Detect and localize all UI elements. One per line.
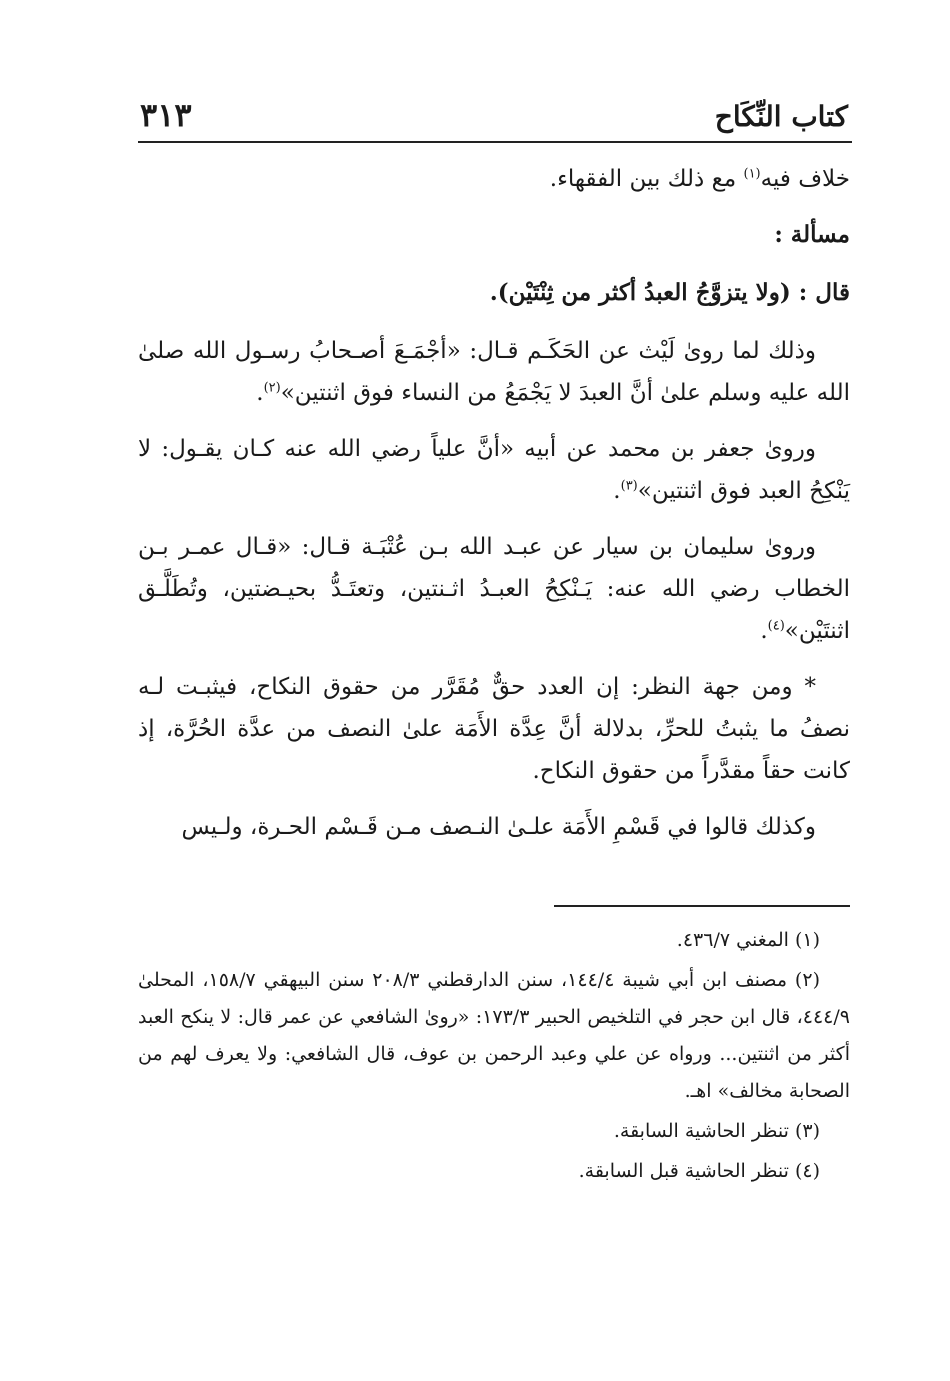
footnote-ref-4[interactable]: (٤) [767, 618, 785, 634]
footnote-ref-2[interactable]: (٢) [263, 380, 281, 396]
footnote-4: (٤) تنظر الحاشية قبل السابقة. [578, 1160, 820, 1182]
paragraph-reasoning: * ومن جهة النظر: إن العدد حقٌّ مُقَرَّر من حقوق النكاح، فيثبـت لـه نصفُ ما يثبتُ للحرِّ، بدلالة أنَّ عِدَّة الأَمَة علىٰ النصف من عدَّة الحُرَّة، إذ كانت حقاً مقدَّراً من حقوق النكاح. [138, 674, 850, 784]
footnote-ref-1[interactable]: (١) [743, 166, 761, 182]
paragraph-jafar: وروىٰ جعفر بن محمد عن أبيه «أنَّ علياً رضي الله عنه كـان يقـول: لا يَنْكِحُ العبد فوق اثنتين»$^{(٣)}$. [138, 436, 850, 504]
book-title: كتاب النِّكَاح [714, 100, 848, 133]
footnote-3: (٣) تنظر الحاشية السابقة. [613, 1120, 820, 1142]
footnote-1: (١) المغني ٤٣٦/٧. [676, 929, 820, 951]
header-rule [138, 141, 852, 143]
quoted-ruling: قال : (ولا يتزوَّجُ العبدُ أكثر من ثِنْتَيْن). [489, 279, 850, 306]
paragraph-umar: وروىٰ سليمان بن سيار عن عبـد الله بـن عُتْبَـة قـال: «قـال عمـر بـن الخطاب رضي الله عنه: يَـنْكِحُ العبـدُ اثـنتين، وتعتَـدُّ بحيـضتين، وتُطَلَّـق اثنتَيْن»$^{(٤)}$. [138, 534, 850, 644]
running-header [140, 96, 850, 138]
footnote-separator [554, 905, 850, 907]
footnotes [138, 922, 850, 1193]
issue-heading: مسألة : [774, 221, 850, 248]
main-text [138, 158, 850, 862]
paragraph-qasm: وكذلك قالوا في قَسْمِ الأَمَة علـىٰ النـصف مـن قَـسْم الحـرة، ولـيس [181, 814, 816, 840]
page-number: ٣١٣ [140, 96, 192, 134]
footnote-ref-3[interactable]: (٣) [620, 478, 638, 494]
paragraph-continuation: خلاف فيه$^{(١)}$ مع ذلك بين الفقهاء. [549, 166, 850, 192]
footnote-2: (٢) مصنف ابن أبي شيبة ١٤٤/٤، سنن الدارقطني ٢٠٨/٣ سنن البيهقي ١٥٨/٧، المحلىٰ ٤٤٤/٩، قال ابن حجر في التلخيص الحبير ١٧٣/٣: «روىٰ الشافعي عن عمر قال: لا ينكح العبد أكثر من اثنتين... ورواه عن علي وعبد الرحمن بن عوف، قال الشافعي: ولا يعرف لهم من الصحابة مخالف» اهـ. [138, 969, 850, 1102]
paragraph-hadith-hakam: وذلك لما رویٰ لَيْث عن الحَكَـم قـال: «أجْمَـعَ أصـحابُ رسـول الله صلىٰ الله عليه وسلم علىٰ أنَّ العبدَ لا يَجْمَعُ من النساء فوق اثنتين»$^{(٢)}$. [138, 338, 850, 406]
